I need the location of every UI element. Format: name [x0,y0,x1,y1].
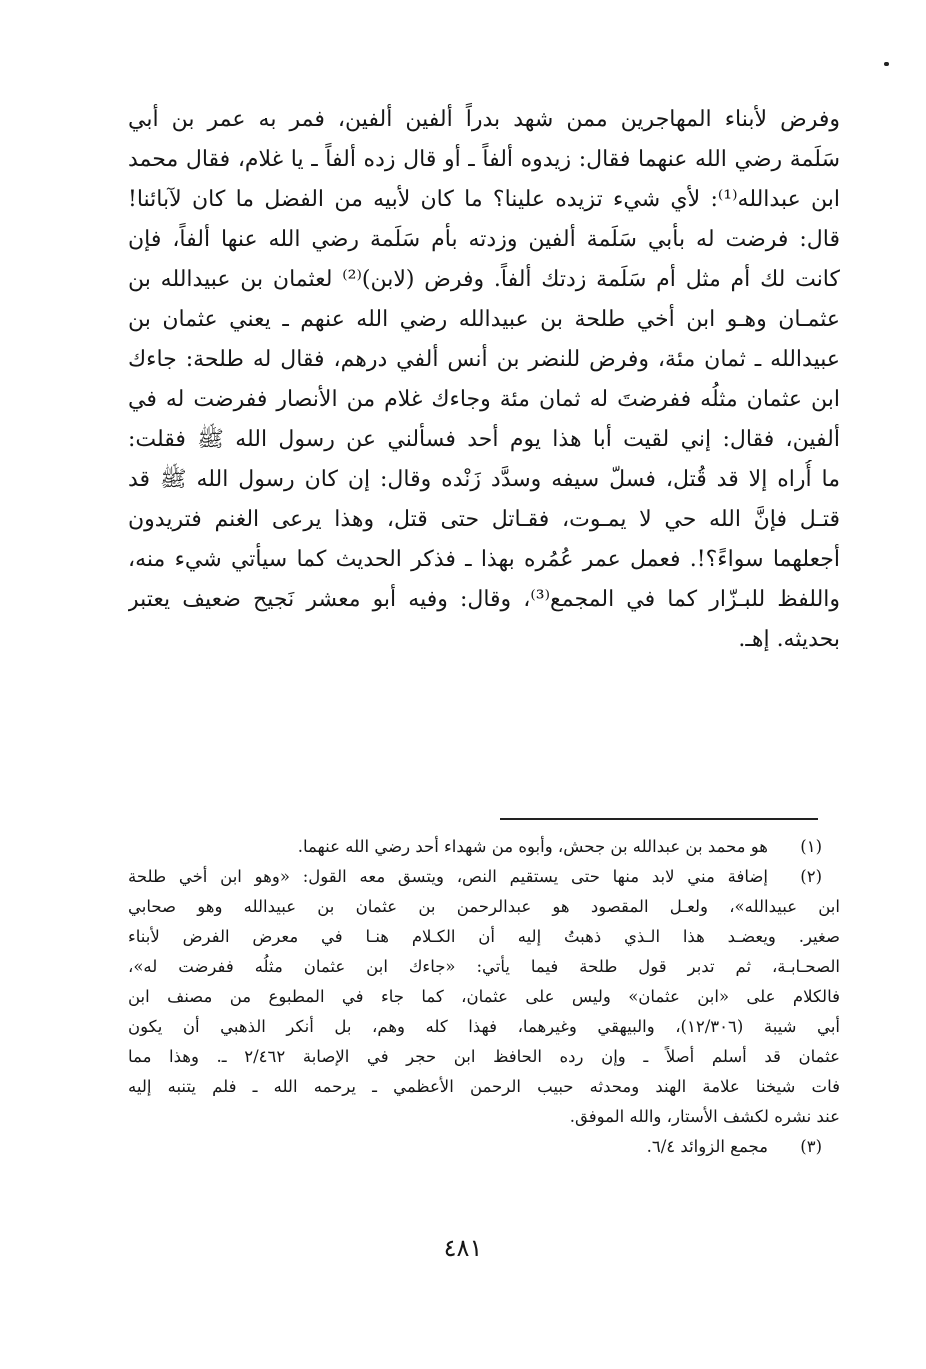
text-line: وفرض لأبناء المهاجرين ممن شهد بدراً ألفين ألفين، فمر به عمر بن أبي [128,107,840,132]
footnote-2-line [128,1102,840,1132]
footnote-1 [128,832,840,862]
main-text [128,100,840,660]
footnote-2-line [128,922,840,952]
text-line: ما أُراه إلا قد قُتل، فسلّ سيفه وسدَّد زَنْده وقال: إن كان رسول الله ﷺ قد [128,467,840,492]
footnote-2-line [128,1072,840,1102]
footnote-text: صغير. ويعضـد هذا الـذي ذهبتُ إليه أن الكـلام هنـا في معرض الفرض لأبناء [128,927,840,946]
text-line: عثمـان وهـو ابن أخي طلحة بن عبيدالله رضي الله عنهم ـ يعني عثمان بن [128,307,840,332]
text-line: سَلَمة رضي الله عنهما فقال: زيدوه ألفاً ـ أو قال زده ألفاً ـ يا غلام، فقال محمد [128,147,840,172]
text-line: بحديثه. إهـ. [738,627,840,652]
footnote-text: إضافة مني لابد منها حتى يستقيم النص، ويتسق معه القول: «وهو ابن أخي طلحة [128,867,768,886]
footnotes [128,832,840,1162]
page-number: ٤٨١ [443,1234,483,1262]
footnote-text: ابن عبيدالله»، ولعـل المقصود هو عبدالرحمن بن عثمان بن عبيدالله وهو صحابي [128,897,840,916]
footnote-2 [128,862,840,892]
footnote-text: مجمع الزوائد ٦/٤. [646,1137,768,1156]
footnote-number: (٣) [800,1137,822,1156]
text-line: ألفين، فقال: إني لقيت أبا هذا يوم أحد فسألني عن رسول الله ﷺ فقلت: [128,427,840,452]
text-line: قال: فرضت له بأبي سَلَمة ألفين وزدته بأم سَلَمة رضي الله عنها ألفاً، فإن [128,227,840,252]
footnote-text: الصحـابـة، ثم تدبر قول طلحة فيما يأتي: «جاءك ابن عثمان مثلُه ففرضت له»، [128,957,840,976]
footnote-number: (١) [800,837,822,856]
footnote-2-line [128,1012,840,1042]
text-line: كانت لك أم مثل أم سَلَمة زدتك ألفاً. وفرض (لابن)⁽²⁾ لعثمان بن عبيدالله بن [128,267,840,292]
footnote-2-line [128,982,840,1012]
footnote-text: فالكلام على «ابن عثمان» وليس على عثمان، كما جاء في المطبوع من مصنف ابن [128,987,840,1006]
footnote-text: عند نشره لكشف الأستار، والله الموفق. [569,1107,840,1126]
footnote-number: (٢) [800,867,822,886]
text-line: ابن عبدالله⁽¹⁾: لأي شيء تزيده علينا؟ ما كان لأبيه من الفضل ما كان لآبائنا! [128,187,840,212]
page-mark [884,62,889,66]
text-line: واللفظ للبـزّار كما في المجمع⁽³⁾، وقال: وفيه أبو معشر نَجيح ضعيف يعتبر [128,587,840,612]
text-line: قتـل فإنَّ الله حي لا يمـوت، فقـاتل حتى قتل، وهذا يرعى الغنم فتريدون [128,507,840,532]
footnote-divider [500,818,818,820]
footnote-text: هو محمد بن عبدالله بن جحش، وأبوه من شهداء أحد رضي الله عنهما. [297,837,768,856]
footnote-2-line [128,952,840,982]
text-line: ابن عثمان مثلُه ففرضتَ له ثمان مئة وجاءك غلام من الأنصار ففرضت له في [128,387,840,412]
footnote-text: عثمان قد أسلم أصلاً ـ وإن رده الحافظ ابن حجر في الإصابة ٢/٤٦٢ ـ. وهذا مما [128,1047,840,1066]
text-line: عبيدالله ـ ثمان مئة، وفرض للنضر بن أنس ألفي درهم، فقال له طلحة: جاءك [128,347,840,372]
footnote-2-line [128,1042,840,1072]
footnote-3 [128,1132,840,1162]
footnote-text: أبي شيبة (١٢/٣٠٦)، والبيهقي وغيرهما، فهذا كله وهم، بل أنكر الذهبي أن يكون [128,1017,840,1036]
text-line: أجعلهما سواءً؟!. فعمل عمر عُمُره بهذا ـ فذكر الحديث كما سيأتي شيء منه، [128,547,840,572]
footnote-text: فات شيخنا علامة الهند ومحدثه حبيب الرحمن الأعظمي ـ يرحمه الله ـ فلم يتنبه إليه [128,1077,840,1096]
footnote-2-line [128,892,840,922]
